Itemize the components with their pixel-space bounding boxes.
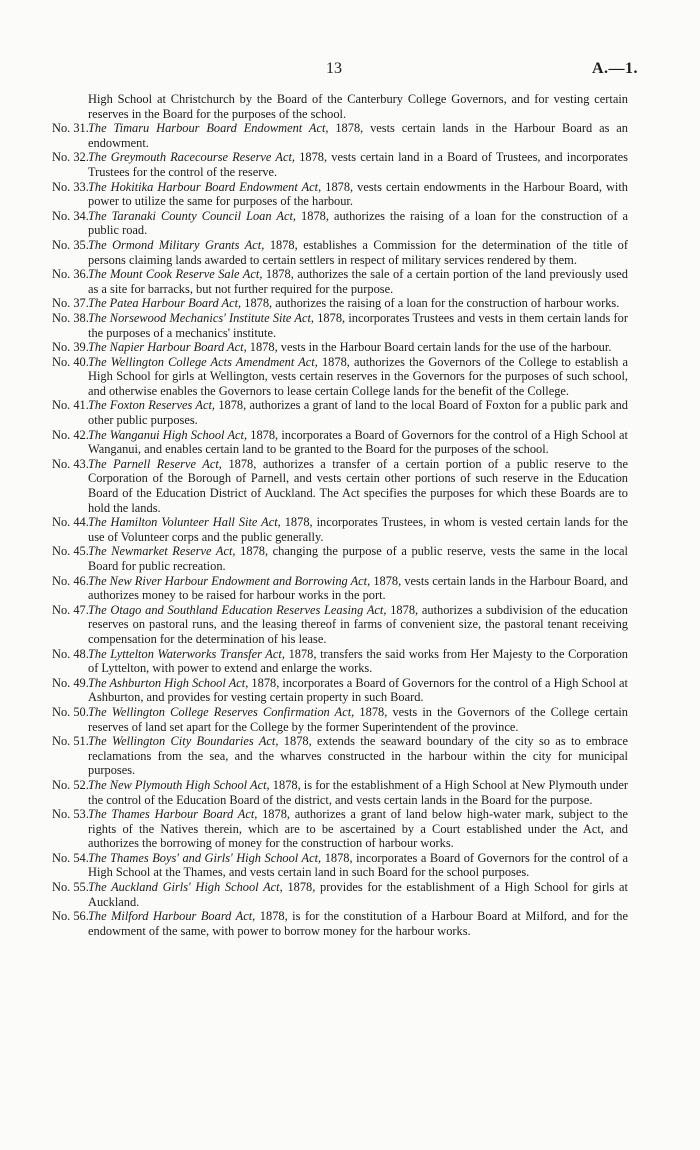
act-text: 1878, incorporates Trustees and vests in them certain lands for the purposes of a mechanics' institute. xyxy=(88,310,628,340)
act-title: The Greymouth Racecourse Reserve Act, xyxy=(88,150,295,165)
act-title: The Milford Harbour Board Act, xyxy=(88,909,256,924)
act-text: 1878, vests in the Harbour Board certain lands for the use of the harbour. xyxy=(249,340,612,355)
act-text: 1878, is for the constitution of a Harbour Board at Milford, and for the endowment of the same, with power to borrow money for the harbour works. xyxy=(88,909,629,938)
act-entry xyxy=(52,296,628,311)
act-number: No. 49. xyxy=(52,675,89,690)
act-text: 1878, incorporates a Board of Governors for the control of a High School at Ashburton, and provides for vesting certain property in such Board. xyxy=(88,675,628,705)
act-number: No. 50. xyxy=(52,704,89,719)
act-entry xyxy=(52,428,628,457)
act-description xyxy=(88,705,628,734)
act-number: No. 33. xyxy=(52,179,89,194)
act-title: The Norsewood Mechanics' Institute Site Act, xyxy=(88,310,315,325)
act-number: No. 52. xyxy=(52,777,89,792)
act-entry xyxy=(52,778,628,807)
act-title: The Timaru Harbour Board Endowment Act, xyxy=(88,121,329,136)
act-title: The Ormond Military Grants Act, xyxy=(88,237,265,252)
act-number: No. 40. xyxy=(52,354,89,369)
act-description xyxy=(88,121,628,150)
act-title: The Thames Boys' and Girls' High School Act, xyxy=(88,850,322,865)
act-title: The New River Harbour Endowment and Borrowing Act, xyxy=(88,573,371,588)
act-description xyxy=(88,909,628,938)
act-number: No. 56. xyxy=(52,909,89,924)
act-number: No. 39. xyxy=(52,340,89,355)
act-number: No. 48. xyxy=(52,646,89,661)
act-number: No. 38. xyxy=(52,310,89,325)
act-description xyxy=(88,296,628,311)
act-text: 1878, vests in the Governors of the College certain reserves of land set apart for the College by the former Superintendent of the province. xyxy=(88,704,628,734)
act-description xyxy=(88,428,628,457)
act-text: 1878, authorizes a transfer of a certain portion of a public reserve to the Corporation of the Borough of Parnell, and vests certain other portions of such reserve in the Education Board of the Education District of Auckland. The Act specifies the purposes for which these Boards are to hold the lands. xyxy=(88,456,629,515)
act-description xyxy=(88,734,628,778)
act-number: No. 35. xyxy=(52,237,89,252)
act-title: The Newmarket Reserve Act, xyxy=(88,544,236,559)
act-text: 1878, authorizes the raising of a loan for the construction of harbour works. xyxy=(244,296,620,311)
act-entry xyxy=(52,734,628,778)
act-entry xyxy=(52,398,628,427)
act-entry xyxy=(52,180,628,209)
intro-paragraph: High School at Christchurch by the Board of the Canterbury College Governors, and for vesting certain reserves in the Board for the purposes of the school. xyxy=(88,92,628,121)
act-entry xyxy=(52,574,628,603)
act-title: The Ashburton High School Act, xyxy=(88,675,249,690)
act-number: No. 45. xyxy=(52,544,89,559)
act-title: The Hokitika Harbour Board Endowment Act, xyxy=(88,179,322,194)
act-entry xyxy=(52,121,628,150)
act-entry xyxy=(52,209,628,238)
act-entry xyxy=(52,238,628,267)
act-description xyxy=(88,851,628,880)
act-number: No. 55. xyxy=(52,880,89,895)
act-entry xyxy=(52,515,628,544)
act-text: 1878, incorporates a Board of Governors for the control of a High School at the Thames, and vests certain land in such Board for the school purposes. xyxy=(88,850,628,880)
act-number: No. 36. xyxy=(52,267,89,282)
act-number: No. 51. xyxy=(52,734,89,749)
act-text: 1878, vests certain lands in the Harbour Board, and authorizes money to be raised for harbour works in the port. xyxy=(88,573,628,603)
act-entry xyxy=(52,676,628,705)
act-text: 1878, transfers the said works from Her Majesty to the Corporation of Lyttelton, with power to extend and enlarge the works. xyxy=(88,646,628,676)
page-header xyxy=(0,60,700,80)
act-text: 1878, establishes a Commission for the determination of the title of persons claiming lands awarded to certain settlers in respect of military services rendered by them. xyxy=(88,237,628,267)
act-description xyxy=(88,340,628,355)
act-number: No. 31. xyxy=(52,121,89,136)
act-entry xyxy=(52,355,628,399)
act-text: 1878, authorizes the Governors of the College to establish a High School for girls at Wellington, vests certain reserves in the Governors for the purposes of such school, and otherwise enables the Governors to lease certain College lands for the benefit of the College. xyxy=(88,354,628,398)
page-number: 13 xyxy=(326,60,342,77)
act-entry xyxy=(52,647,628,676)
act-entry xyxy=(52,457,628,515)
act-description xyxy=(88,778,628,807)
act-title: The Wellington City Boundaries Act, xyxy=(88,734,279,749)
act-description xyxy=(88,311,628,340)
act-number: No. 46. xyxy=(52,573,89,588)
act-number: No. 34. xyxy=(52,208,89,223)
act-title: The Wellington College Reserves Confirmation Act, xyxy=(88,704,355,719)
act-entry xyxy=(52,603,628,647)
act-number: No. 42. xyxy=(52,427,89,442)
act-title: The Otago and Southland Education Reserves Leasing Act, xyxy=(88,602,387,617)
act-title: The Mount Cook Reserve Sale Act, xyxy=(88,267,263,282)
act-title: The Thames Harbour Board Act, xyxy=(88,807,258,822)
act-title: The Parnell Reserve Act, xyxy=(88,456,222,471)
act-entry xyxy=(52,851,628,880)
act-number: No. 41. xyxy=(52,398,89,413)
act-number: No. 54. xyxy=(52,850,89,865)
act-title: The Wellington College Acts Amendment Act, xyxy=(88,354,318,369)
act-title: The Napier Harbour Board Act, xyxy=(88,340,247,355)
act-description xyxy=(88,515,628,544)
act-entry xyxy=(52,267,628,296)
act-text: 1878, vests certain endowments in the Harbour Board, with power to utilize the same for purposes of the harbour. xyxy=(88,179,628,209)
act-description xyxy=(88,150,628,179)
act-title: The Foxton Reserves Act, xyxy=(88,398,216,413)
act-text: 1878, authorizes the raising of a loan for the construction of a public road. xyxy=(88,208,628,238)
act-text: 1878, authorizes the sale of a certain portion of the land previously used as a site for barracks, but not further required for the purpose. xyxy=(88,267,628,296)
act-description xyxy=(88,180,628,209)
act-title: The Auckland Girls' High School Act, xyxy=(88,880,283,895)
act-number: No. 43. xyxy=(52,456,89,471)
act-title: The Lyttelton Waterworks Transfer Act, xyxy=(88,646,285,661)
act-title: The Patea Harbour Board Act, xyxy=(88,296,242,311)
act-description xyxy=(88,267,628,296)
act-description xyxy=(88,647,628,676)
act-number: No. 32. xyxy=(52,150,89,165)
act-entry xyxy=(52,807,628,851)
act-description xyxy=(88,544,628,573)
act-text: 1878, is for the establishment of a High School at New Plymouth under the control of the Education Board of the district, and vests certain lands in the Board for the purpose. xyxy=(88,777,628,807)
act-description xyxy=(88,355,628,399)
act-title: The Hamilton Volunteer Hall Site Act, xyxy=(88,515,281,530)
act-text: 1878, extends the seaward boundary of the city so as to embrace reclamations from the sea, and the wharves constructed in the harbour within the city for municipal purposes. xyxy=(88,734,628,778)
act-number: No. 53. xyxy=(52,807,89,822)
act-text: 1878, vests certain lands in the Harbour Board as an endowment. xyxy=(88,121,628,150)
act-text: 1878, authorizes a subdivision of the education reserves on pastoral runs, and the leasing thereof in farms of convenient size, the pastoral tenant receiving compensation for the determination of his lease. xyxy=(88,602,628,646)
act-description xyxy=(88,238,628,267)
act-description xyxy=(88,676,628,705)
act-number: No. 37. xyxy=(52,296,89,311)
document-reference: A.—1. xyxy=(591,60,638,77)
act-entry xyxy=(52,311,628,340)
act-text: 1878, provides for the establishment of a High School for girls at Auckland. xyxy=(88,880,628,909)
act-title: The Taranaki County Council Loan Act, xyxy=(88,208,296,223)
act-text: 1878, authorizes a grant of land below high-water mark, subject to the rights of the Natives therein, which are to be ascertained by a Court established under the Act, and authorizes the borrowing of money for the construction of harbour works. xyxy=(88,807,628,851)
act-description xyxy=(88,603,628,647)
act-title: The Wanganui High School Act, xyxy=(88,427,248,442)
act-text: 1878, incorporates a Board of Governors for the control of a High School at Wanganui, and enables certain land to be granted to the Board for the purposes of the school. xyxy=(88,427,628,457)
act-description xyxy=(88,398,628,427)
act-entry xyxy=(52,909,628,938)
act-entry xyxy=(52,340,628,355)
act-entry xyxy=(52,705,628,734)
act-entry xyxy=(52,150,628,179)
act-description xyxy=(88,574,628,603)
document-body xyxy=(52,92,628,938)
act-number: No. 47. xyxy=(52,602,89,617)
act-description xyxy=(88,807,628,851)
act-text: 1878, changing the purpose of a public reserve, vests the same in the local Board for public recreation. xyxy=(88,544,628,573)
act-text: 1878, incorporates Trustees, in whom is vested certain lands for the use of Volunteer corps and the public generally. xyxy=(88,515,628,544)
act-description xyxy=(88,209,628,238)
act-entry xyxy=(52,544,628,573)
act-description xyxy=(88,880,628,909)
act-description xyxy=(88,457,628,515)
act-text: 1878, vests certain land in a Board of Trustees, and incorporates Trustees for the control of the reserve. xyxy=(88,150,628,179)
act-title: The New Plymouth High School Act, xyxy=(88,777,270,792)
act-text: 1878, authorizes a grant of land to the local Board of Foxton for a public park and other public purposes. xyxy=(88,398,628,428)
act-number: No. 44. xyxy=(52,515,89,530)
act-entry xyxy=(52,880,628,909)
